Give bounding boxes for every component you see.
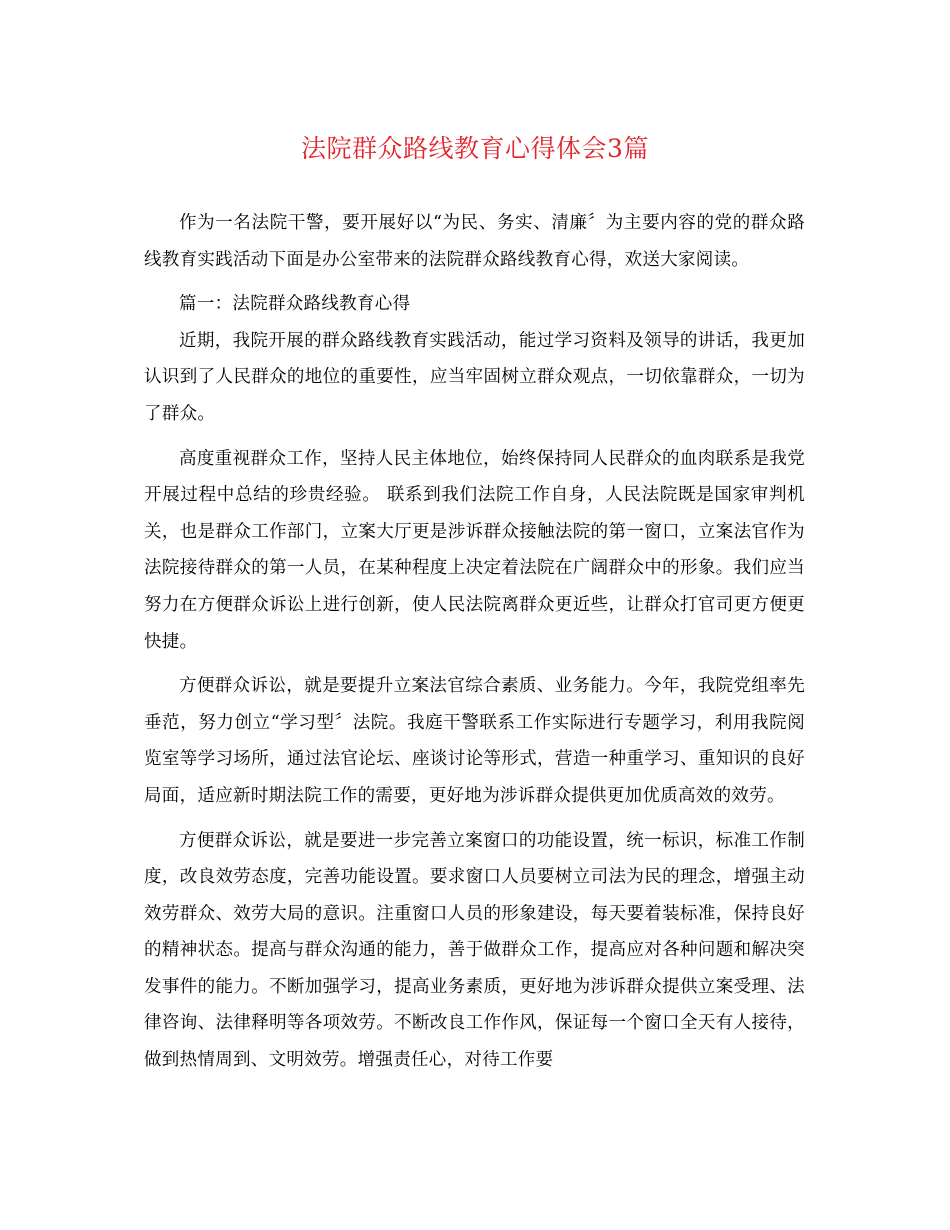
body-paragraph: 近期，我院开展的群众路线教育实践活动，能过学习资料及领导的讲话，我更加认识到了人民群众的地位的重要性，应当牢固树立群众观点，一切依靠群众，一切为了群众。 <box>144 330 805 424</box>
document-body <box>144 205 805 1079</box>
body-paragraph: 方便群众诉讼，就是要提升立案法官综合素质、业务能力。今年，我院党组率先垂范，努力创立“学习型〞法院。我庭干警联系工作实际进行专题学习，利用我院阅览室等学习场所，通过法官论坛、座谈讨论等形式，营造一种重学习、重知识的良好局面，适应新时期法院工作的需要，更好地为涉诉群众提供更加优质高效的效劳。 <box>144 676 805 806</box>
body-paragraph: 高度重视群众工作，坚持人民主体地位，始终保持同人民群众的血肉联系是我党开展过程中总结的珍贵经验。 联系到我们法院工作自身，人民法院既是国家审判机关，也是群众工作部门，立案大厅更是涉诉群众接触法院的第一窗口，立案法官作为法院接待群众的第一人员，在某种程度上决定着法院在广阔群众中的形象。我们应当努力在方便群众诉讼上进行创新，使人民法院离群众更近些，让群众打官司更方便更快捷。 <box>144 448 805 652</box>
document-title: 法院群众路线教育心得体会3篇 <box>301 134 649 163</box>
body-paragraph: 方便群众诉讼，就是要进一步完善立案窗口的功能设置，统一标识，标准工作制度，改良效劳态度，完善功能设置。要求窗口人员要树立司法为民的理念，增强主动效劳群众、效劳大局的意识。注重窗口人员的形象建设，每天要着装标准，保持良好的精神状态。提高与群众沟通的能力，善于做群众工作，提高应对各种问题和解决突发事件的能力。不断加强学习，提高业务素质，更好地为涉诉群众提供立案受理、法律咨询、法律释明等各项效劳。不断改良工作作风，保证每一个窗口全天有人接待，做到热情周到、文明效劳。增强责任心，对待工作要 <box>144 830 805 1071</box>
section-heading: 篇一：法院群众路线教育心得 <box>179 294 411 315</box>
intro-paragraph: 作为一名法院干警，要开展好以“为民、务实、清廉〞为主要内容的党的群众路线教育实践活动下面是办公室带来的法院群众路线教育心得，欢送大家阅读。 <box>144 213 805 270</box>
